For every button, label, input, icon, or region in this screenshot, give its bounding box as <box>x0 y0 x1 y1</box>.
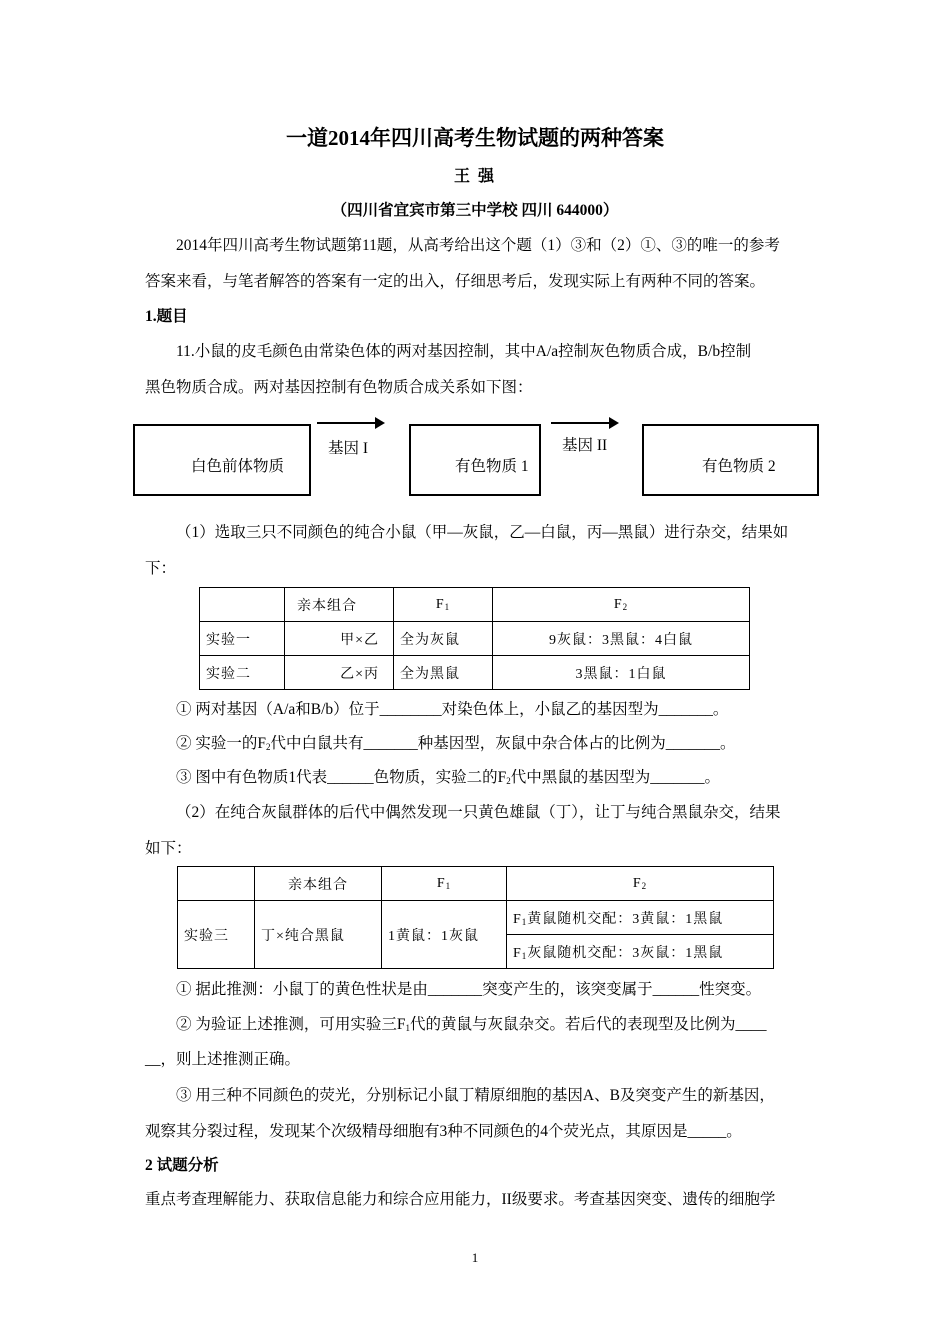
table-row <box>200 656 750 690</box>
table-header-cell: $F_2$ <box>493 588 750 622</box>
table-header-cell: $F_1$ <box>382 867 507 901</box>
page-title: 一道2014年四川高考生物试题的两种答案 <box>286 126 664 150</box>
part1-intro-line-1: （1）选取三只不同颜色的纯合小鼠（甲—灰鼠，乙—白鼠，丙—黑鼠）进行杂交，结果如 <box>176 524 789 541</box>
section2-heading: 2 试题分析 <box>145 1157 219 1174</box>
intro-line-1: 2014年四川高考生物试题第11题，从高考给出这个题（1）③和（2）①、③的唯一的参考 <box>176 237 780 254</box>
gene-2-label: 基因 II <box>562 437 608 454</box>
diagram-box-colored-1 <box>409 424 541 496</box>
table-cell: 实验三 <box>178 901 255 969</box>
intro-line-2: 答案来看，与笔者解答的答案有一定的出入，仔细思考后，发现实际上有两种不同的答案。 <box>145 273 766 290</box>
part2-question-2-cont: __，则上述推测正确。 <box>145 1051 301 1068</box>
part2-question-3-cont: 观察其分裂过程，发现某个次级精母细胞有3种不同颜色的4个荧光点，其原因是_____。 <box>145 1123 742 1140</box>
table-cell: $F_1$灰鼠随机交配：3灰鼠：1黑鼠 <box>507 935 774 969</box>
table-cell: 丁×纯合黑鼠 <box>255 901 382 969</box>
table-cell: 乙×丙 <box>285 656 394 690</box>
section1-heading: 1.题目 <box>145 308 188 325</box>
part1-question-3: ③ 图中有色物质1代表______色物质，实验二的$F_2$代中黑鼠的基因型为_______。 <box>176 769 721 786</box>
part2-question-3: ③ 用三种不同颜色的荧光，分别标记小鼠丁精原细胞的基因A、B及突变产生的新基因， <box>176 1087 775 1104</box>
analysis-line-1: 重点考查理解能力、获取信息能力和综合应用能力，II级要求。考查基因突变、遗传的细胞学 <box>145 1191 776 1208</box>
page-number: 1 <box>471 1250 479 1265</box>
box-label: 白色前体物质 <box>191 458 285 475</box>
part1-question-1: ① 两对基因（A/a和B/b）位于________对染色体上，小鼠乙的基因型为_______。 <box>176 701 729 718</box>
table-cell: $F_1$黄鼠随机交配：3黄鼠：1黑鼠 <box>507 901 774 935</box>
part2-question-2: ② 为验证上述推测，可用实验三$F_1$代的黄鼠与灰鼠杂交。若后代的表现型及比例为____ <box>176 1016 767 1033</box>
arrow-2-icon <box>551 422 617 424</box>
part1-intro-line-2: 下： <box>145 560 177 577</box>
gene-1-label: 基因 I <box>328 440 369 457</box>
box-label: 有色物质 1 <box>455 458 529 475</box>
table-cell: 全为灰鼠 <box>394 622 493 656</box>
table-header-cell: $F_2$ <box>507 867 774 901</box>
table-header-cell: 亲本组合 <box>285 588 394 622</box>
table-cell: 3黑鼠：1白鼠 <box>493 656 750 690</box>
table-header-row <box>178 867 774 901</box>
results-table-1 <box>199 587 750 690</box>
part2-intro-line-1: （2）在纯合灰鼠群体的后代中偶然发现一只黄色雄鼠（丁），让丁与纯合黑鼠杂交，结果 <box>176 804 781 821</box>
arrow-1-icon <box>317 422 383 424</box>
table-header-cell: 亲本组合 <box>255 867 382 901</box>
table-row <box>200 622 750 656</box>
table-cell: 甲×乙 <box>285 622 394 656</box>
table-cell: 全为黑鼠 <box>394 656 493 690</box>
table-cell: 实验一 <box>200 622 285 656</box>
table-cell: 9灰鼠：3黑鼠：4白鼠 <box>493 622 750 656</box>
part2-intro-line-2: 如下： <box>145 840 192 857</box>
table-header-cell <box>200 588 285 622</box>
table-header-row <box>200 588 750 622</box>
affiliation: （四川省宜宾市第三中学校 四川 644000） <box>331 202 619 219</box>
question-line-1: 11.小鼠的皮毛颜色由常染色体的两对基因控制，其中A/a控制灰色物质合成，B/b控制 <box>176 343 752 360</box>
part1-question-2: ② 实验一的$F_2$代中白鼠共有_______种基因型，灰鼠中杂合体占的比例为_______。 <box>176 735 736 752</box>
diagram-box-colored-2 <box>642 424 819 496</box>
table-row <box>178 901 774 935</box>
table-header-cell: $F_1$ <box>394 588 493 622</box>
table-cell: 实验二 <box>200 656 285 690</box>
table-header-cell <box>178 867 255 901</box>
author: 王 强 <box>453 168 496 185</box>
table-cell: 1黄鼠：1灰鼠 <box>382 901 507 969</box>
box-label: 有色物质 2 <box>702 458 776 475</box>
question-line-2: 黑色物质合成。两对基因控制有色物质合成关系如下图： <box>145 379 533 396</box>
results-table-2 <box>177 866 774 969</box>
diagram-box-white-precursor <box>133 424 311 496</box>
part2-question-1: ① 据此推测：小鼠丁的黄色性状是由_______突变产生的，该突变属于______性突变。 <box>176 981 762 998</box>
